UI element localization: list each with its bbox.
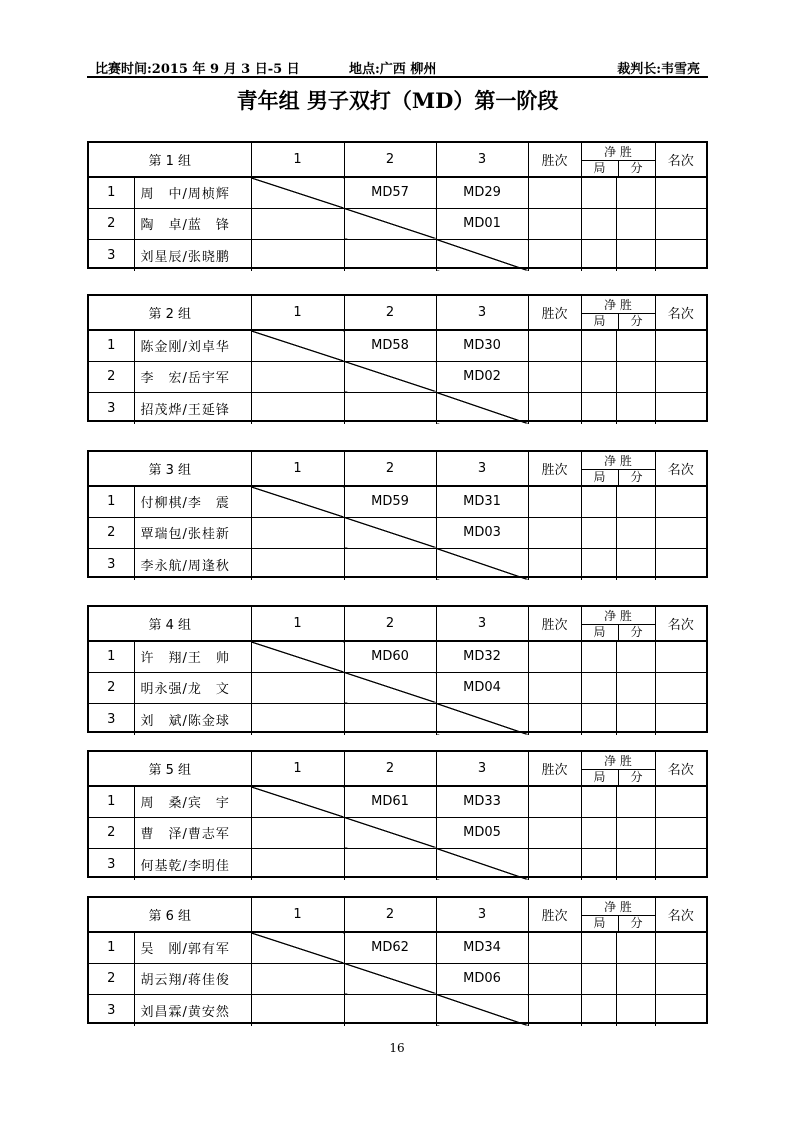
player-pair: 刘 斌/陈金球 bbox=[134, 703, 251, 735]
seed-number: 2 bbox=[89, 672, 134, 703]
self-cell bbox=[436, 994, 528, 1026]
rank-cell bbox=[655, 517, 706, 548]
net-points-cell bbox=[616, 932, 655, 963]
table-row bbox=[89, 641, 706, 672]
net-games-cell bbox=[581, 641, 616, 672]
match-cell bbox=[344, 392, 436, 424]
match-cell: MD60 bbox=[344, 641, 436, 672]
net-wins-label: 净 胜 bbox=[582, 899, 655, 916]
net-games-cell bbox=[581, 994, 616, 1026]
net-wins-label: 净 胜 bbox=[582, 453, 655, 470]
table-row bbox=[89, 817, 706, 848]
net-points-cell bbox=[616, 486, 655, 517]
self-cell bbox=[251, 486, 344, 517]
net-points-cell bbox=[616, 672, 655, 703]
net-games-cell bbox=[581, 392, 616, 424]
wins-cell bbox=[528, 817, 581, 848]
player-pair: 胡云翔/蒋佳俊 bbox=[134, 963, 251, 994]
player-pair: 许 翔/王 帅 bbox=[134, 641, 251, 672]
page-header bbox=[87, 56, 708, 78]
match-cell bbox=[344, 848, 436, 880]
net-games-cell bbox=[581, 517, 616, 548]
table-row bbox=[89, 963, 706, 994]
player-pair: 陶 卓/蓝 锋 bbox=[134, 208, 251, 239]
table-row bbox=[89, 361, 706, 392]
net-points-cell bbox=[616, 994, 655, 1026]
net-games-cell bbox=[581, 672, 616, 703]
group-table-2 bbox=[87, 294, 708, 422]
self-cell bbox=[344, 361, 436, 392]
self-cell bbox=[251, 786, 344, 817]
self-cell bbox=[436, 239, 528, 271]
match-cell: MD04 bbox=[436, 672, 528, 703]
wins-cell bbox=[528, 208, 581, 239]
rank-cell bbox=[655, 208, 706, 239]
table-row bbox=[89, 330, 706, 361]
net-games-label: 局 bbox=[582, 916, 619, 931]
net-wins-label: 净 胜 bbox=[582, 753, 655, 770]
group-name: 第 2 组 bbox=[89, 296, 251, 330]
group-table-6 bbox=[87, 896, 708, 1024]
wins-cell bbox=[528, 548, 581, 580]
net-games-cell bbox=[581, 848, 616, 880]
col-header-1: 1 bbox=[251, 143, 344, 177]
net-points-cell bbox=[616, 361, 655, 392]
player-pair: 周 中/周桢辉 bbox=[134, 177, 251, 208]
player-pair: 招茂烨/王延锋 bbox=[134, 392, 251, 424]
match-cell bbox=[251, 361, 344, 392]
player-pair: 何基乾/李明佳 bbox=[134, 848, 251, 880]
net-points-cell bbox=[616, 548, 655, 580]
seed-number: 2 bbox=[89, 817, 134, 848]
col-header-1: 1 bbox=[251, 452, 344, 486]
col-header-3: 3 bbox=[436, 898, 528, 932]
match-cell bbox=[251, 548, 344, 580]
net-points-cell bbox=[616, 963, 655, 994]
self-cell bbox=[436, 548, 528, 580]
match-cell bbox=[344, 703, 436, 735]
seed-number: 2 bbox=[89, 208, 134, 239]
net-games-cell bbox=[581, 177, 616, 208]
wins-cell bbox=[528, 641, 581, 672]
col-header-wins: 胜次 bbox=[528, 752, 581, 786]
net-wins-label: 净 胜 bbox=[582, 608, 655, 625]
self-cell bbox=[344, 672, 436, 703]
seed-number: 1 bbox=[89, 932, 134, 963]
chief-referee: 裁判长:韦雪亮 bbox=[617, 62, 700, 77]
group-table-3 bbox=[87, 450, 708, 578]
wins-cell bbox=[528, 703, 581, 735]
seed-number: 2 bbox=[89, 361, 134, 392]
self-cell bbox=[436, 703, 528, 735]
net-games-cell bbox=[581, 486, 616, 517]
seed-number: 3 bbox=[89, 994, 134, 1026]
col-header-2: 2 bbox=[344, 752, 436, 786]
col-header-net bbox=[581, 752, 655, 786]
net-games-label: 局 bbox=[582, 470, 619, 485]
col-header-rank: 名次 bbox=[655, 296, 706, 330]
wins-cell bbox=[528, 330, 581, 361]
net-games-cell bbox=[581, 786, 616, 817]
player-pair: 明永强/龙 文 bbox=[134, 672, 251, 703]
rank-cell bbox=[655, 486, 706, 517]
col-header-wins: 胜次 bbox=[528, 607, 581, 641]
wins-cell bbox=[528, 786, 581, 817]
player-pair: 付柳棋/李 震 bbox=[134, 486, 251, 517]
self-cell bbox=[344, 208, 436, 239]
net-games-cell bbox=[581, 330, 616, 361]
net-games-cell bbox=[581, 208, 616, 239]
seed-number: 1 bbox=[89, 330, 134, 361]
net-games-cell bbox=[581, 932, 616, 963]
wins-cell bbox=[528, 361, 581, 392]
rank-cell bbox=[655, 963, 706, 994]
match-cell bbox=[251, 517, 344, 548]
col-header-1: 1 bbox=[251, 296, 344, 330]
match-cell bbox=[251, 963, 344, 994]
col-header-net bbox=[581, 296, 655, 330]
col-header-3: 3 bbox=[436, 607, 528, 641]
rank-cell bbox=[655, 848, 706, 880]
net-points-cell bbox=[616, 392, 655, 424]
seed-number: 3 bbox=[89, 239, 134, 271]
net-games-cell bbox=[581, 361, 616, 392]
match-cell bbox=[344, 548, 436, 580]
net-points-label: 分 bbox=[630, 624, 643, 639]
col-header-2: 2 bbox=[344, 143, 436, 177]
col-header-rank: 名次 bbox=[655, 898, 706, 932]
table-row bbox=[89, 932, 706, 963]
group-name: 第 3 组 bbox=[89, 452, 251, 486]
rank-cell bbox=[655, 641, 706, 672]
self-cell bbox=[251, 330, 344, 361]
seed-number: 2 bbox=[89, 963, 134, 994]
group-table-1 bbox=[87, 141, 708, 269]
table-row bbox=[89, 548, 706, 580]
wins-cell bbox=[528, 517, 581, 548]
col-header-3: 3 bbox=[436, 143, 528, 177]
match-cell: MD02 bbox=[436, 361, 528, 392]
self-cell bbox=[251, 932, 344, 963]
net-games-label: 局 bbox=[582, 161, 619, 176]
wins-cell bbox=[528, 848, 581, 880]
rank-cell bbox=[655, 786, 706, 817]
net-points-label: 分 bbox=[630, 769, 643, 784]
net-games-label: 局 bbox=[582, 770, 619, 785]
col-header-2: 2 bbox=[344, 607, 436, 641]
wins-cell bbox=[528, 392, 581, 424]
wins-cell bbox=[528, 239, 581, 271]
net-games-label: 局 bbox=[582, 625, 619, 640]
col-header-rank: 名次 bbox=[655, 607, 706, 641]
table-row bbox=[89, 672, 706, 703]
col-header-1: 1 bbox=[251, 607, 344, 641]
net-points-cell bbox=[616, 817, 655, 848]
match-cell: MD62 bbox=[344, 932, 436, 963]
table-row bbox=[89, 517, 706, 548]
wins-cell bbox=[528, 994, 581, 1026]
match-cell bbox=[251, 672, 344, 703]
group-table-4 bbox=[87, 605, 708, 733]
rank-cell bbox=[655, 932, 706, 963]
net-points-cell bbox=[616, 703, 655, 735]
match-cell bbox=[344, 239, 436, 271]
net-points-cell bbox=[616, 239, 655, 271]
rank-cell bbox=[655, 994, 706, 1026]
group-name: 第 4 组 bbox=[89, 607, 251, 641]
match-cell: MD29 bbox=[436, 177, 528, 208]
col-header-rank: 名次 bbox=[655, 143, 706, 177]
match-cell: MD30 bbox=[436, 330, 528, 361]
rank-cell bbox=[655, 703, 706, 735]
match-time: 比赛时间:2015 年 9 月 3 日-5 日 bbox=[95, 62, 300, 77]
table-row bbox=[89, 208, 706, 239]
self-cell bbox=[251, 177, 344, 208]
net-games-cell bbox=[581, 239, 616, 271]
table-row bbox=[89, 786, 706, 817]
self-cell bbox=[436, 848, 528, 880]
page-title: 青年组 男子双打（MD）第一阶段 bbox=[236, 88, 559, 113]
seed-number: 3 bbox=[89, 548, 134, 580]
wins-cell bbox=[528, 177, 581, 208]
col-header-net bbox=[581, 143, 655, 177]
seed-number: 1 bbox=[89, 786, 134, 817]
col-header-wins: 胜次 bbox=[528, 452, 581, 486]
match-cell: MD59 bbox=[344, 486, 436, 517]
net-points-cell bbox=[616, 208, 655, 239]
table-row bbox=[89, 703, 706, 735]
col-header-rank: 名次 bbox=[655, 452, 706, 486]
group-name: 第 6 组 bbox=[89, 898, 251, 932]
group-table-5 bbox=[87, 750, 708, 878]
match-cell bbox=[251, 994, 344, 1026]
col-header-wins: 胜次 bbox=[528, 898, 581, 932]
wins-cell bbox=[528, 672, 581, 703]
page-number: 16 bbox=[389, 1041, 405, 1055]
col-header-rank: 名次 bbox=[655, 752, 706, 786]
match-cell: MD32 bbox=[436, 641, 528, 672]
table-row bbox=[89, 994, 706, 1026]
match-cell: MD06 bbox=[436, 963, 528, 994]
col-header-3: 3 bbox=[436, 296, 528, 330]
table-row bbox=[89, 239, 706, 271]
player-pair: 吴 刚/郭有军 bbox=[134, 932, 251, 963]
player-pair: 周 桑/宾 宇 bbox=[134, 786, 251, 817]
net-points-label: 分 bbox=[630, 915, 643, 930]
player-pair: 覃瑞包/张桂新 bbox=[134, 517, 251, 548]
match-cell bbox=[251, 817, 344, 848]
col-header-net bbox=[581, 452, 655, 486]
table-row bbox=[89, 177, 706, 208]
player-pair: 刘昌霖/黄安然 bbox=[134, 994, 251, 1026]
table-row bbox=[89, 486, 706, 517]
net-points-cell bbox=[616, 517, 655, 548]
seed-number: 2 bbox=[89, 517, 134, 548]
match-cell: MD01 bbox=[436, 208, 528, 239]
seed-number: 3 bbox=[89, 703, 134, 735]
match-cell: MD58 bbox=[344, 330, 436, 361]
net-points-cell bbox=[616, 848, 655, 880]
player-pair: 陈金刚/刘卓华 bbox=[134, 330, 251, 361]
net-games-cell bbox=[581, 963, 616, 994]
col-header-3: 3 bbox=[436, 452, 528, 486]
table-row bbox=[89, 848, 706, 880]
seed-number: 1 bbox=[89, 641, 134, 672]
net-points-cell bbox=[616, 641, 655, 672]
match-cell: MD03 bbox=[436, 517, 528, 548]
seed-number: 1 bbox=[89, 486, 134, 517]
rank-cell bbox=[655, 239, 706, 271]
col-header-net bbox=[581, 898, 655, 932]
match-cell: MD33 bbox=[436, 786, 528, 817]
self-cell bbox=[344, 963, 436, 994]
match-cell bbox=[251, 848, 344, 880]
venue: 地点:广西 柳州 bbox=[349, 62, 437, 77]
rank-cell bbox=[655, 361, 706, 392]
player-pair: 曹 泽/曹志军 bbox=[134, 817, 251, 848]
net-games-cell bbox=[581, 703, 616, 735]
match-cell: MD31 bbox=[436, 486, 528, 517]
col-header-net bbox=[581, 607, 655, 641]
wins-cell bbox=[528, 963, 581, 994]
group-name: 第 1 组 bbox=[89, 143, 251, 177]
match-cell bbox=[251, 392, 344, 424]
col-header-2: 2 bbox=[344, 452, 436, 486]
col-header-3: 3 bbox=[436, 752, 528, 786]
net-points-label: 分 bbox=[630, 313, 643, 328]
net-wins-label: 净 胜 bbox=[582, 144, 655, 161]
seed-number: 3 bbox=[89, 392, 134, 424]
rank-cell bbox=[655, 392, 706, 424]
col-header-1: 1 bbox=[251, 898, 344, 932]
table-row bbox=[89, 392, 706, 424]
seed-number: 3 bbox=[89, 848, 134, 880]
rank-cell bbox=[655, 330, 706, 361]
match-cell bbox=[251, 703, 344, 735]
net-points-cell bbox=[616, 177, 655, 208]
rank-cell bbox=[655, 548, 706, 580]
net-points-cell bbox=[616, 786, 655, 817]
net-points-cell bbox=[616, 330, 655, 361]
col-header-1: 1 bbox=[251, 752, 344, 786]
player-pair: 刘星辰/张晓鹏 bbox=[134, 239, 251, 271]
col-header-wins: 胜次 bbox=[528, 296, 581, 330]
match-cell bbox=[251, 239, 344, 271]
wins-cell bbox=[528, 932, 581, 963]
net-games-label: 局 bbox=[582, 314, 619, 329]
match-cell bbox=[344, 994, 436, 1026]
rank-cell bbox=[655, 672, 706, 703]
group-name: 第 5 组 bbox=[89, 752, 251, 786]
rank-cell bbox=[655, 817, 706, 848]
self-cell bbox=[436, 392, 528, 424]
self-cell bbox=[344, 517, 436, 548]
self-cell bbox=[344, 817, 436, 848]
seed-number: 1 bbox=[89, 177, 134, 208]
net-games-cell bbox=[581, 817, 616, 848]
match-cell: MD61 bbox=[344, 786, 436, 817]
player-pair: 李永航/周逢秋 bbox=[134, 548, 251, 580]
col-header-wins: 胜次 bbox=[528, 143, 581, 177]
self-cell bbox=[251, 641, 344, 672]
net-games-cell bbox=[581, 548, 616, 580]
match-cell: MD34 bbox=[436, 932, 528, 963]
net-wins-label: 净 胜 bbox=[582, 297, 655, 314]
net-points-label: 分 bbox=[630, 469, 643, 484]
match-cell bbox=[251, 208, 344, 239]
col-header-2: 2 bbox=[344, 296, 436, 330]
net-points-label: 分 bbox=[630, 160, 643, 175]
match-cell: MD57 bbox=[344, 177, 436, 208]
player-pair: 李 宏/岳宇军 bbox=[134, 361, 251, 392]
rank-cell bbox=[655, 177, 706, 208]
col-header-2: 2 bbox=[344, 898, 436, 932]
match-cell: MD05 bbox=[436, 817, 528, 848]
wins-cell bbox=[528, 486, 581, 517]
